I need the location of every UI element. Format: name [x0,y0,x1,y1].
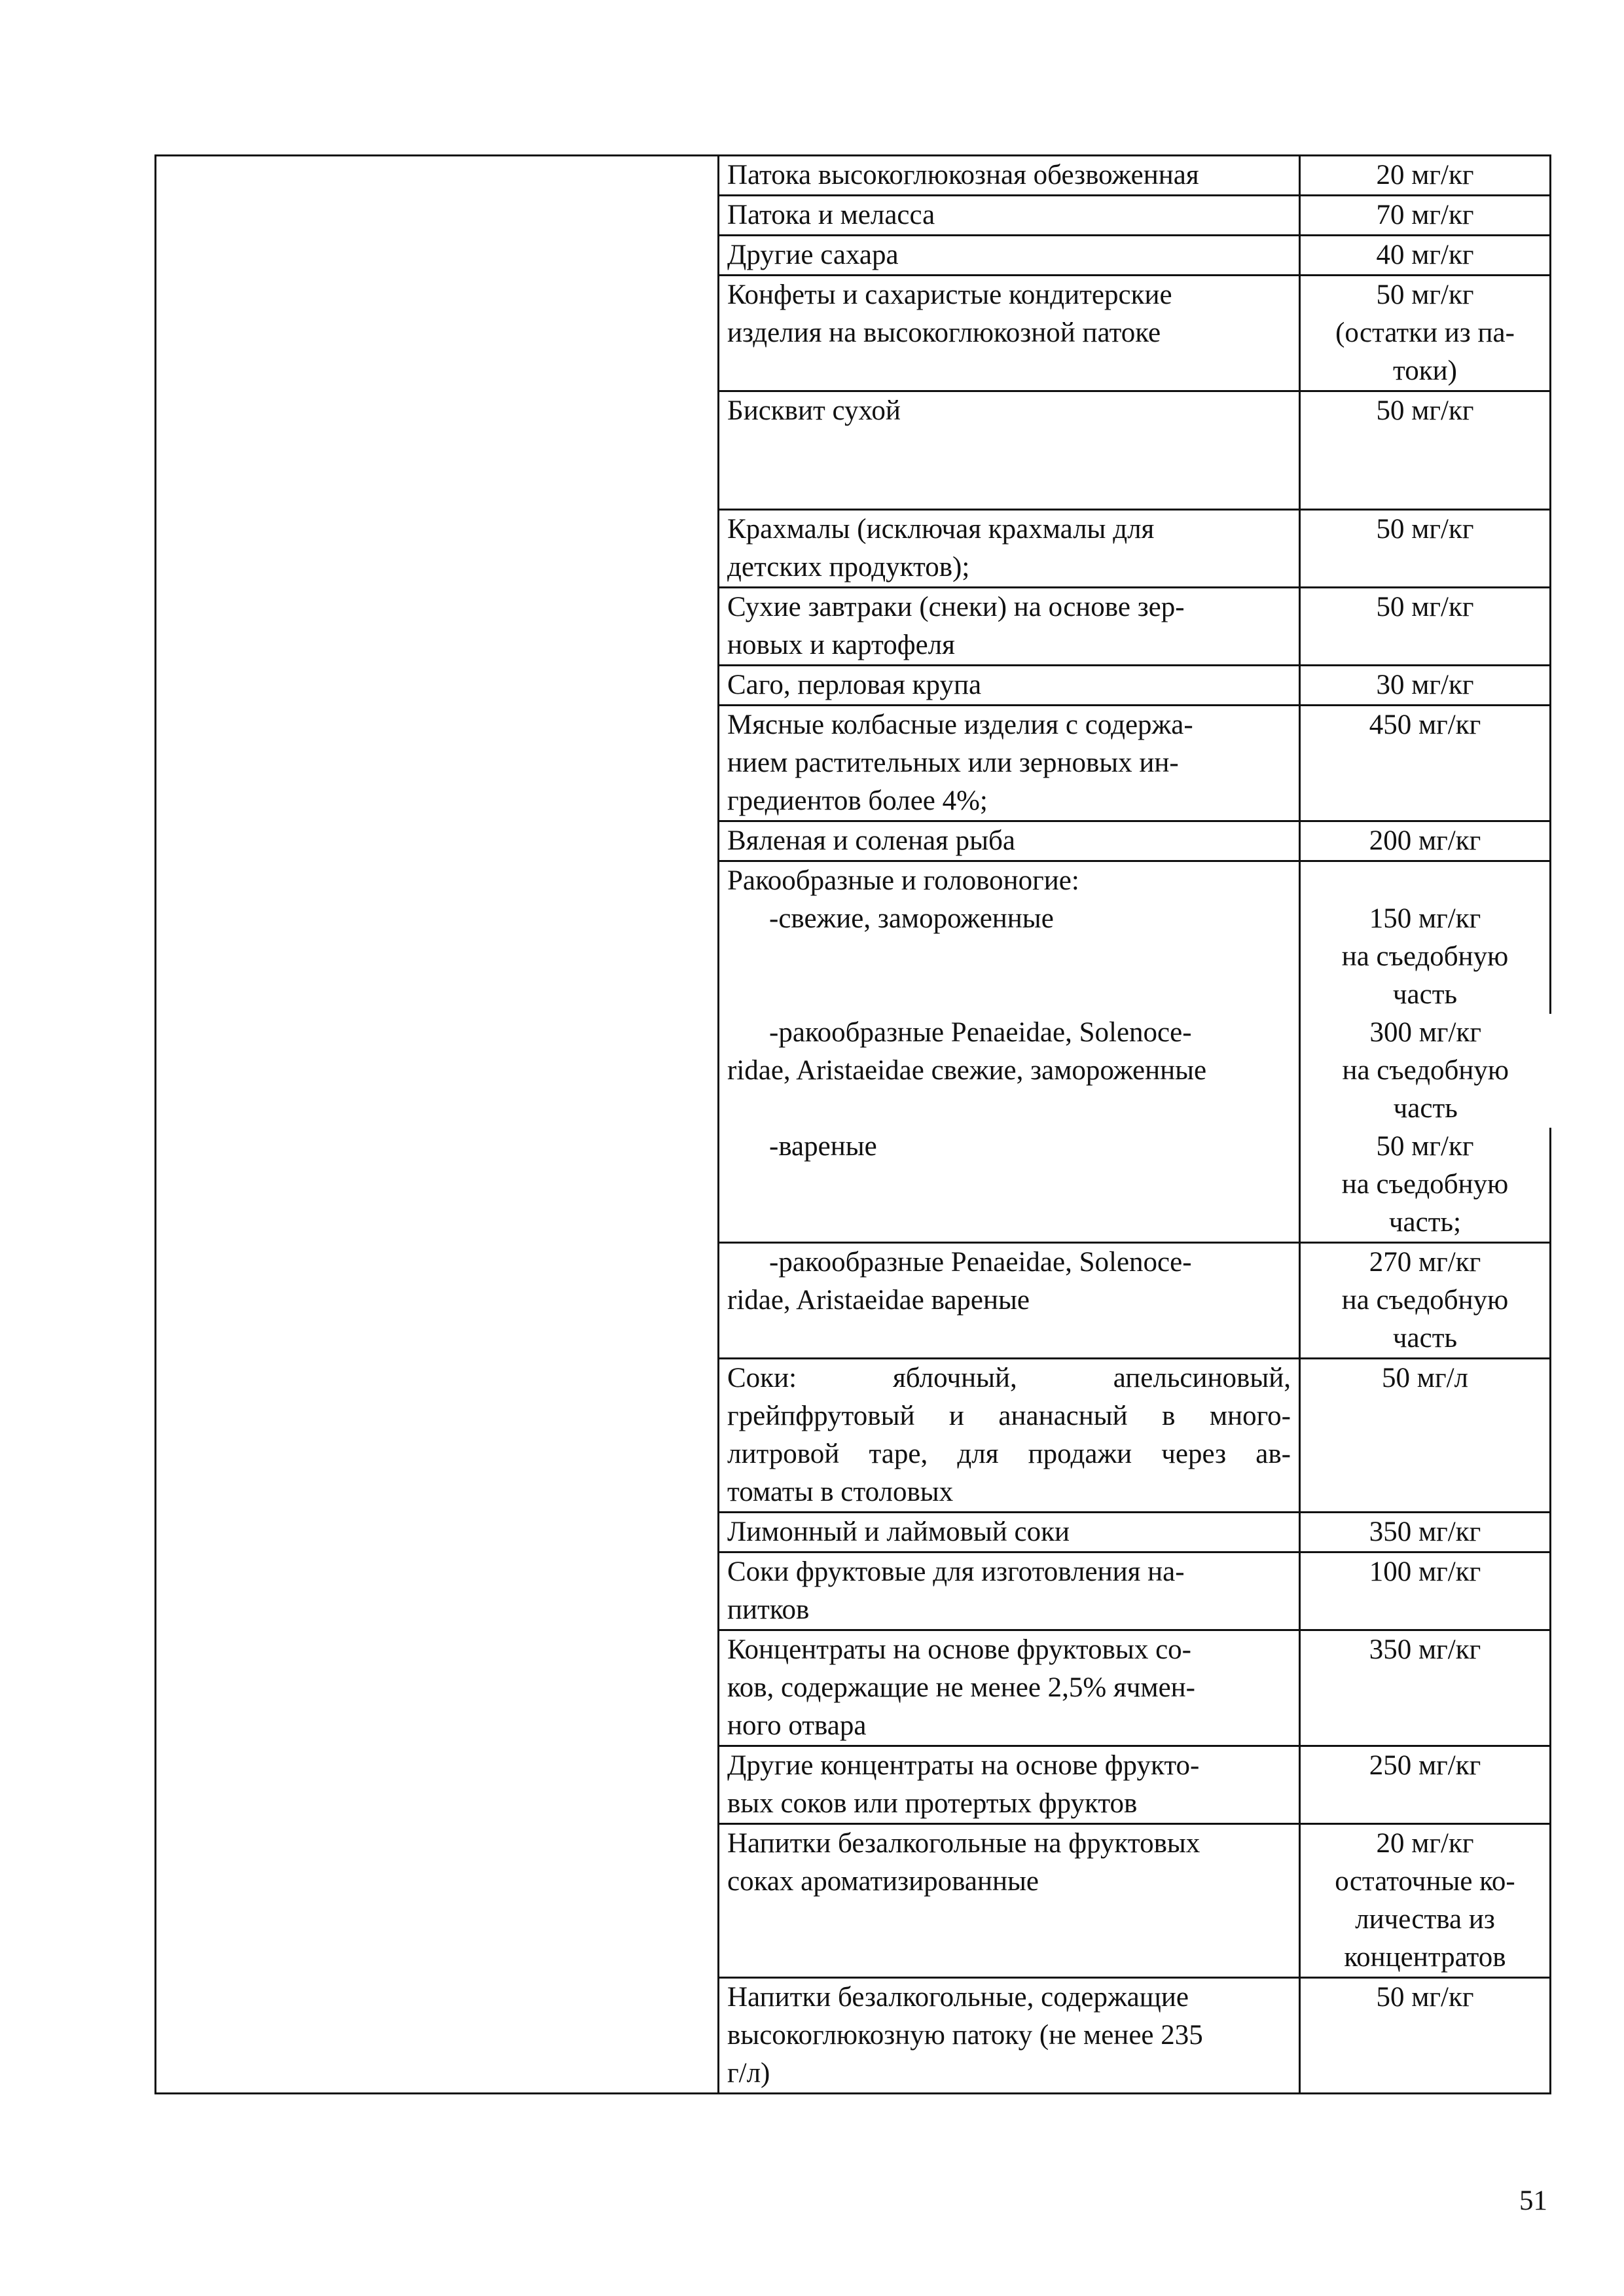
product-line: Патока высокоглюкозная обезвоженная [727,160,1199,190]
limit-cell [1300,1128,1551,1243]
limit-line: 50 мг/кг [1376,395,1474,426]
limit-cell [1300,1513,1551,1552]
limit-line: остаточные ко- [1335,1866,1515,1897]
limit-cell [1300,1014,1551,1128]
additive-limits-table [154,154,1551,2094]
product-line: -свежие, замороженные [769,903,1054,934]
product-cell [719,1128,1300,1243]
product-line: ridae, Aristaeidae вареные [727,1285,1030,1316]
product-line: ков, содержащие не менее 2,5% ячмен- [727,1672,1196,1703]
product-line: Концентраты на основе фруктовых со- [727,1634,1191,1665]
product-line: -ракообразные Penaeidae, Solenoce- [769,1017,1192,1048]
product-line: Патока и меласса [727,200,935,230]
limit-line: на съедобную [1341,941,1509,972]
limit-line: часть [1393,1093,1458,1124]
product-cell [719,1552,1300,1630]
limit-cell [1300,156,1551,196]
product-cell [719,156,1300,196]
product-cell [719,588,1300,666]
product-line: -вареные [769,1131,877,1162]
product-line: Напитки безалкогольные на фруктовых [727,1828,1200,1859]
limit-cell [1300,821,1551,861]
limit-line: 100 мг/кг [1369,1556,1481,1587]
limit-line: 50 мг/л [1381,1363,1468,1393]
limit-cell [1300,588,1551,666]
product-line: Лимонный и лаймовый соки [727,1516,1070,1547]
blank-first-column [156,156,719,2094]
page-number: 51 [1519,2185,1547,2216]
product-line: нием растительных или зерновых ин- [727,747,1179,778]
limit-cell [1300,1552,1551,1630]
product-line: соках ароматизированные [727,1866,1039,1897]
limit-line: 50 мг/кг [1376,1982,1474,2013]
product-line: питков [727,1594,810,1625]
product-line: Крахмалы (исключая крахмалы для [727,514,1155,545]
product-line: вых соков или протертых фруктов [727,1788,1138,1819]
limit-line: 450 мг/кг [1369,709,1481,740]
product-line: высокоглюкозную патоку (не менее 235 [727,2020,1203,2051]
product-cell [719,1978,1300,2094]
limit-line: на съедобную [1341,1285,1509,1316]
product-line: новых и картофеля [727,630,955,660]
limit-line: 50 мг/кг [1376,514,1474,545]
limit-line: 350 мг/кг [1369,1516,1481,1547]
limit-cell [1300,391,1551,510]
limit-cell [1300,1746,1551,1824]
product-line: -ракообразные Penaeidae, Solenoce- [769,1247,1192,1278]
limit-line: (остатки из па- [1335,317,1515,348]
limit-line: часть [1392,1323,1458,1354]
limit-line [1305,862,1545,900]
product-cell [719,1014,1300,1128]
limit-line: 150 мг/кг [1369,903,1481,934]
limit-cell [1300,196,1551,236]
product-line: Напитки безалкогольные, содержащие [727,1982,1189,2013]
limit-cell [1300,236,1551,276]
limit-line: 70 мг/кг [1376,200,1474,230]
product-line: Другие сахара [727,240,899,270]
product-line: гредиентов более 4%; [727,785,988,816]
limit-cell [1300,1243,1551,1359]
limit-cell [1300,1359,1551,1513]
limit-cell [1300,1824,1551,1978]
limit-cell [1300,706,1551,821]
limit-line: концентратов [1344,1942,1506,1973]
product-line: Саго, перловая крупа [727,670,982,700]
limit-cell [1300,1978,1551,2094]
product-cell [719,666,1300,706]
product-line: ного отвара [727,1710,867,1741]
group-heading: Ракообразные и головоногие: [727,865,1079,896]
limit-line: 50 мг/кг [1376,279,1474,310]
product-cell [719,236,1300,276]
limit-line: 250 мг/кг [1369,1750,1481,1781]
limit-line: на съедобную [1341,1169,1509,1200]
limit-line: 50 мг/кг [1376,592,1474,622]
limit-line: 20 мг/кг [1376,1828,1474,1859]
product-line: г/л) [727,2058,770,2089]
product-cell [719,1746,1300,1824]
product-line: изделия на высокоглюкозной патоке [727,317,1161,348]
product-line: Сухие завтраки (снеки) на основе зер- [727,592,1185,622]
product-line: Вяленая и соленая рыба [727,825,1015,856]
product-line: Бисквит сухой [727,395,901,426]
limit-line: 350 мг/кг [1369,1634,1481,1665]
product-line: ridae, Aristaeidae свежие, замороженные [727,1055,1207,1086]
product-line: Конфеты и сахаристые кондитерские [727,279,1172,310]
product-cell [719,706,1300,821]
limit-cell [1300,510,1551,588]
product-line: Другие концентраты на основе фрукто- [727,1750,1200,1781]
limit-line: токи) [1393,355,1457,386]
product-cell [719,821,1300,861]
product-cell [719,1513,1300,1552]
limit-line: на съедобную [1342,1055,1509,1086]
product-cell [719,1243,1300,1359]
limit-line: 200 мг/кг [1369,825,1481,856]
product-cell [719,391,1300,510]
product-cell [719,1630,1300,1746]
limit-line: 300 мг/кг [1369,1017,1482,1048]
product-line: Соки: яблочный, апельсиновый, [727,1363,1291,1393]
limit-line: 50 мг/кг [1376,1131,1474,1162]
product-cell [719,861,1300,1014]
limit-line: 20 мг/кг [1376,160,1474,190]
limit-line: часть [1392,979,1458,1010]
product-line: Мясные колбасные изделия с содержа- [727,709,1193,740]
limit-line: 40 мг/кг [1376,240,1474,270]
limit-line: часть; [1388,1207,1462,1238]
product-line: грейпфрутовый и ананасный в много- [727,1401,1291,1431]
product-line: детских продуктов); [727,552,970,583]
limit-line: личества из [1355,1904,1495,1935]
product-line: Соки фруктовые для изготовления на- [727,1556,1185,1587]
limit-cell [1300,276,1551,391]
table-row [156,156,1551,196]
product-line: томаты в столовых [727,1477,954,1507]
limit-line: 30 мг/кг [1376,670,1474,700]
product-cell [719,196,1300,236]
product-cell [719,276,1300,391]
limit-line: 270 мг/кг [1369,1247,1481,1278]
limit-cell [1300,861,1551,1014]
product-cell [719,1359,1300,1513]
limit-cell [1300,1630,1551,1746]
product-cell [719,1824,1300,1978]
product-line: литровой таре, для продажи через ав- [727,1439,1291,1469]
product-cell [719,510,1300,588]
limit-cell [1300,666,1551,706]
